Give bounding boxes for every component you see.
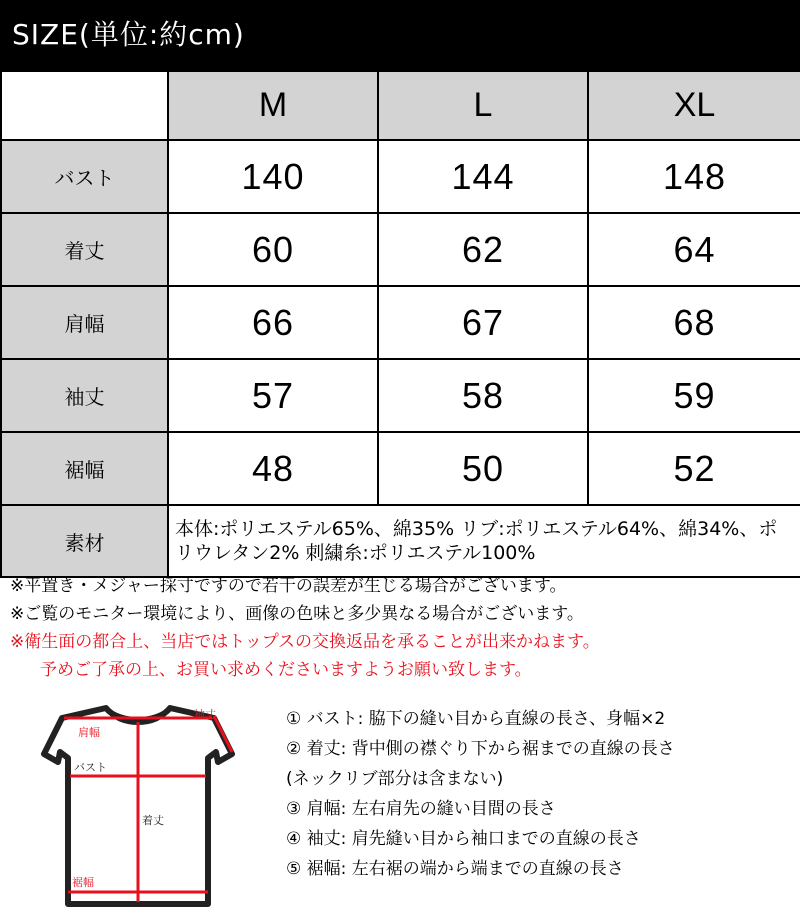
cell-length-xl: 64: [588, 213, 800, 286]
material-text: 本体:ポリエステル65%、綿35% リブ:ポリエステル64%、綿34%、ポリウレタン2% 刺繍糸:ポリエステル100%: [168, 505, 800, 577]
row-label-shoulder: 肩幅: [1, 286, 168, 359]
notes: [10, 572, 790, 684]
table-row: [1, 213, 800, 286]
cell-hem-m: 48: [168, 432, 378, 505]
corner-cell: [1, 71, 168, 140]
cell-hem-xl: 52: [588, 432, 800, 505]
table-row: [1, 359, 800, 432]
note-please-understand: 予めご了承の上、お買い求めくださいますようお願い致します。: [40, 660, 532, 680]
cell-sleeve-l: 58: [378, 359, 588, 432]
row-label-bust: バスト: [1, 140, 168, 213]
header-xl: XL: [588, 71, 800, 140]
label-bust: バスト: [74, 761, 107, 774]
measure-length-note: (ネックリブ部分は含まない): [286, 769, 504, 789]
title-bar: [0, 0, 800, 70]
header-l: L: [378, 71, 588, 140]
row-label-hem: 裾幅: [1, 432, 168, 505]
cell-bust-m: 140: [168, 140, 378, 213]
material-row: [1, 505, 800, 577]
table-row: [1, 432, 800, 505]
cell-sleeve-m: 57: [168, 359, 378, 432]
cell-length-m: 60: [168, 213, 378, 286]
measure-length: ② 着丈: 背中側の襟ぐり下から裾までの直線の長さ: [286, 739, 675, 759]
page-title: SIZE(単位:約cm): [12, 18, 245, 51]
cell-length-l: 62: [378, 213, 588, 286]
header-m: M: [168, 71, 378, 140]
size-table: [0, 70, 800, 578]
measure-bust: ① バスト: 脇下の縫い目から直線の長さ、身幅×2: [286, 709, 666, 729]
cell-shoulder-m: 66: [168, 286, 378, 359]
note-no-returns: ※衛生面の都合上、当店ではトップスの交換返品を承ることが出来かねます。: [10, 632, 600, 652]
label-shoulder: 肩幅: [78, 726, 100, 739]
cell-hem-l: 50: [378, 432, 588, 505]
note-measurement-error: ※平置き・メジャー採寸ですので若干の誤差が生じる場合がございます。: [10, 576, 567, 596]
table-row: [1, 286, 800, 359]
cell-sleeve-xl: 59: [588, 359, 800, 432]
row-label-length: 着丈: [1, 213, 168, 286]
header-row: [1, 71, 800, 140]
row-label-material: 素材: [1, 505, 168, 577]
measurement-guide: [286, 704, 786, 884]
label-sleeve: 袖丈: [194, 708, 216, 721]
tshirt-diagram: [18, 700, 258, 910]
measure-sleeve: ④ 袖丈: 肩先縫い目から袖口までの直線の長さ: [286, 829, 641, 849]
measure-shoulder: ③ 肩幅: 左右肩先の縫い目間の長さ: [286, 799, 556, 819]
cell-shoulder-xl: 68: [588, 286, 800, 359]
sleeve-line: [214, 716, 232, 752]
cell-shoulder-l: 67: [378, 286, 588, 359]
cell-bust-l: 144: [378, 140, 588, 213]
row-label-sleeve: 袖丈: [1, 359, 168, 432]
note-monitor-color: ※ご覧のモニター環境により、画像の色味と多少異なる場合がございます。: [10, 604, 584, 624]
label-length: 着丈: [142, 814, 164, 827]
measure-hem: ⑤ 裾幅: 左右裾の端から端までの直線の長さ: [286, 859, 624, 879]
cell-bust-xl: 148: [588, 140, 800, 213]
table-row: [1, 140, 800, 213]
label-hem: 裾幅: [72, 876, 94, 889]
